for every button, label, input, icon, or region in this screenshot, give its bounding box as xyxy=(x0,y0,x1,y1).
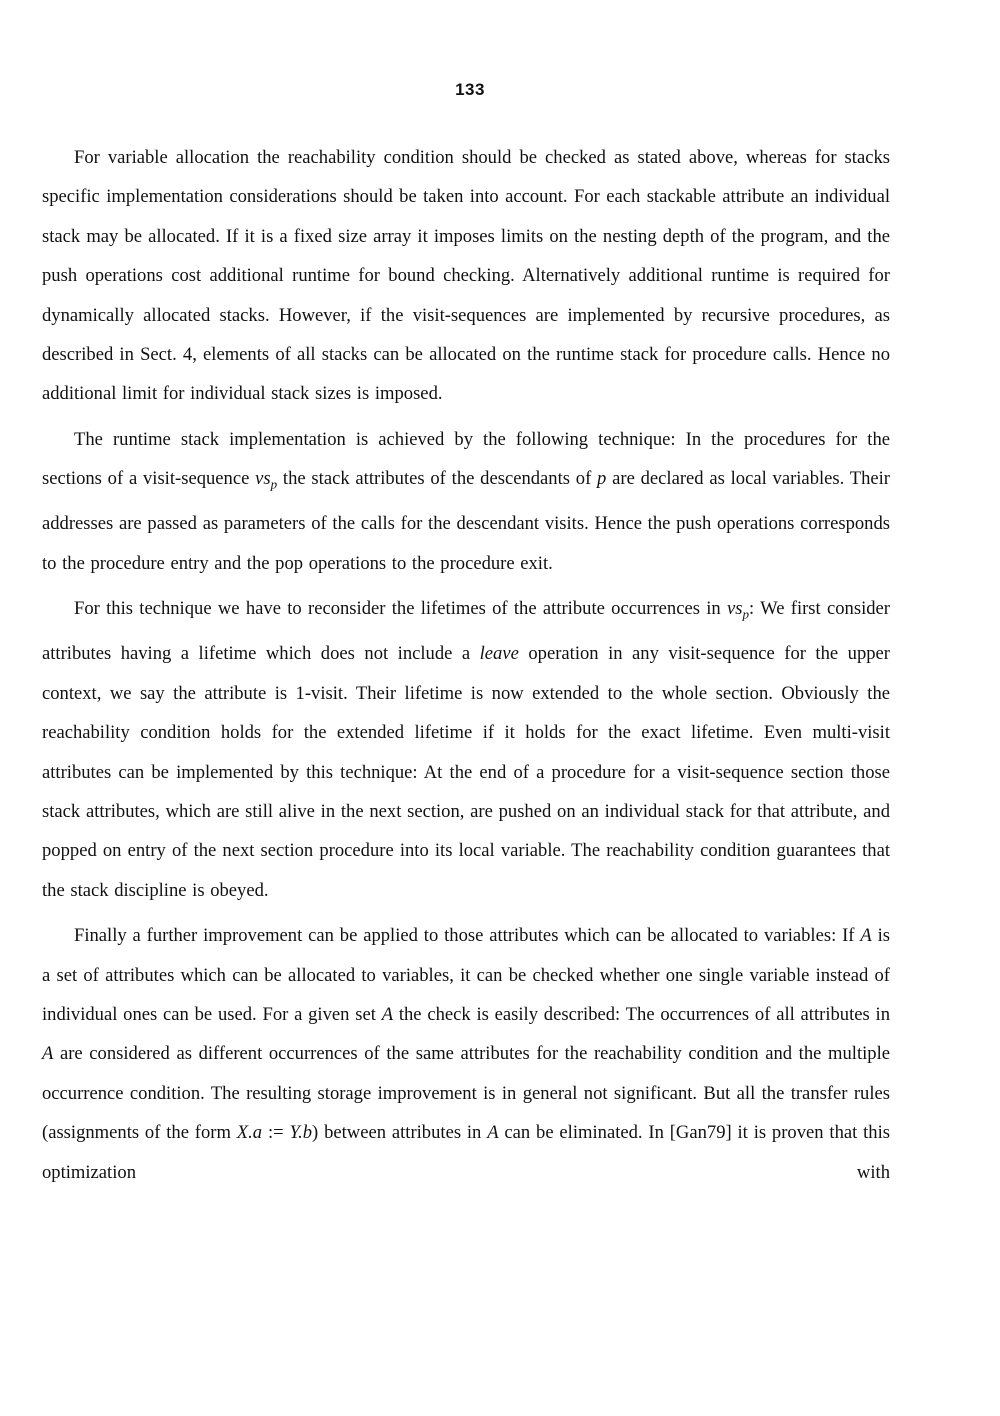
italic-term: X.a xyxy=(236,1122,263,1144)
math-symbol: vs xyxy=(727,598,743,620)
text-run: := xyxy=(262,1122,290,1144)
italic-term: p xyxy=(597,468,607,490)
paragraph-4 xyxy=(42,916,890,1192)
italic-term: A xyxy=(42,1043,54,1065)
page-number: 133 xyxy=(455,80,485,99)
paragraph-3 xyxy=(42,589,890,910)
text-run: For variable allocation the reachability condition should be checked as stated above, whereas for stacks specific implementation considerations should be taken into account. For each stackable attribute an individual stack may be allocated. If it is a fixed size array it imposes limits on the nesting depth of the program, and the push operations cost additional runtime for bound checking. Alternatively additional runtime is required for dynamically allocated stacks. However, if the visit-sequences are implemented by recursive procedures, as described in Sect. 4, elements of all stacks can be allocated on the runtime stack for procedure calls. Hence no additional limit for individual stack sizes is imposed. xyxy=(42,147,890,405)
italic-term: A xyxy=(860,925,872,947)
italic-term: Y.b xyxy=(289,1122,313,1144)
text-run: ) between attributes in xyxy=(312,1122,488,1144)
paragraph-1 xyxy=(42,138,890,414)
text-run: Finally a further improvement can be applied to those attributes which can be allocated to variables: If xyxy=(74,925,861,947)
italic-term: A xyxy=(487,1122,499,1144)
text-run: : We first consider attributes having a lifetime which does not include a xyxy=(42,598,890,665)
paragraph-2 xyxy=(42,420,890,583)
subscript: p xyxy=(742,606,750,622)
text-run: are declared as local variables. Their addresses are passed as parameters of the calls for the descendant visits. Hence the push operations corresponds to the procedure entry and the pop operations to the procedure exit. xyxy=(42,468,890,574)
italic-term: A xyxy=(381,1003,394,1025)
text-run: operation in any visit-sequence for the upper context, we say the attribute is 1-visit. Their lifetime is now extended to the whole section. Obviously the reachability condition holds for the extended lifetime if it holds for the exact lifetime. Even multi-visit attributes can be implemented by this technique: At the end of a procedure for a visit-sequence section those stack attributes, which are still alive in the next section, are pushed on an individual stack for that attribute, and popped on entry of the next section procedure into its local variable. The reachability condition guarantees that the stack discipline is obeyed. xyxy=(42,643,890,901)
italic-term: leave xyxy=(479,643,519,665)
text-run: is a set of attributes which can be allocated to variables, it can be checked whether one single variable instead of individual ones can be used. For a given set xyxy=(42,925,890,1025)
text-run: the stack attributes of the descendants of xyxy=(277,468,598,490)
body-text xyxy=(42,138,890,1198)
text-run: The runtime stack implementation is achieved by the following technique: In the procedures for the sections of a visit-sequence xyxy=(42,428,890,490)
text-run: the check is easily described: The occurrences of all attributes in xyxy=(393,1003,890,1025)
text-run: are considered as different occurrences of the same attributes for the reachability condition and the multiple occurrence condition. The resulting storage improvement is in general not significant. But all the transfer rules (assignments of the form xyxy=(42,1043,890,1144)
subscript: p xyxy=(270,476,278,492)
math-symbol: vs xyxy=(255,468,271,490)
text-run: For this technique we have to reconsider the lifetimes of the attribute occurrences in xyxy=(74,598,727,620)
text-run: can be eliminated. In [Gan79] it is proven that this optimization with xyxy=(42,1122,890,1183)
